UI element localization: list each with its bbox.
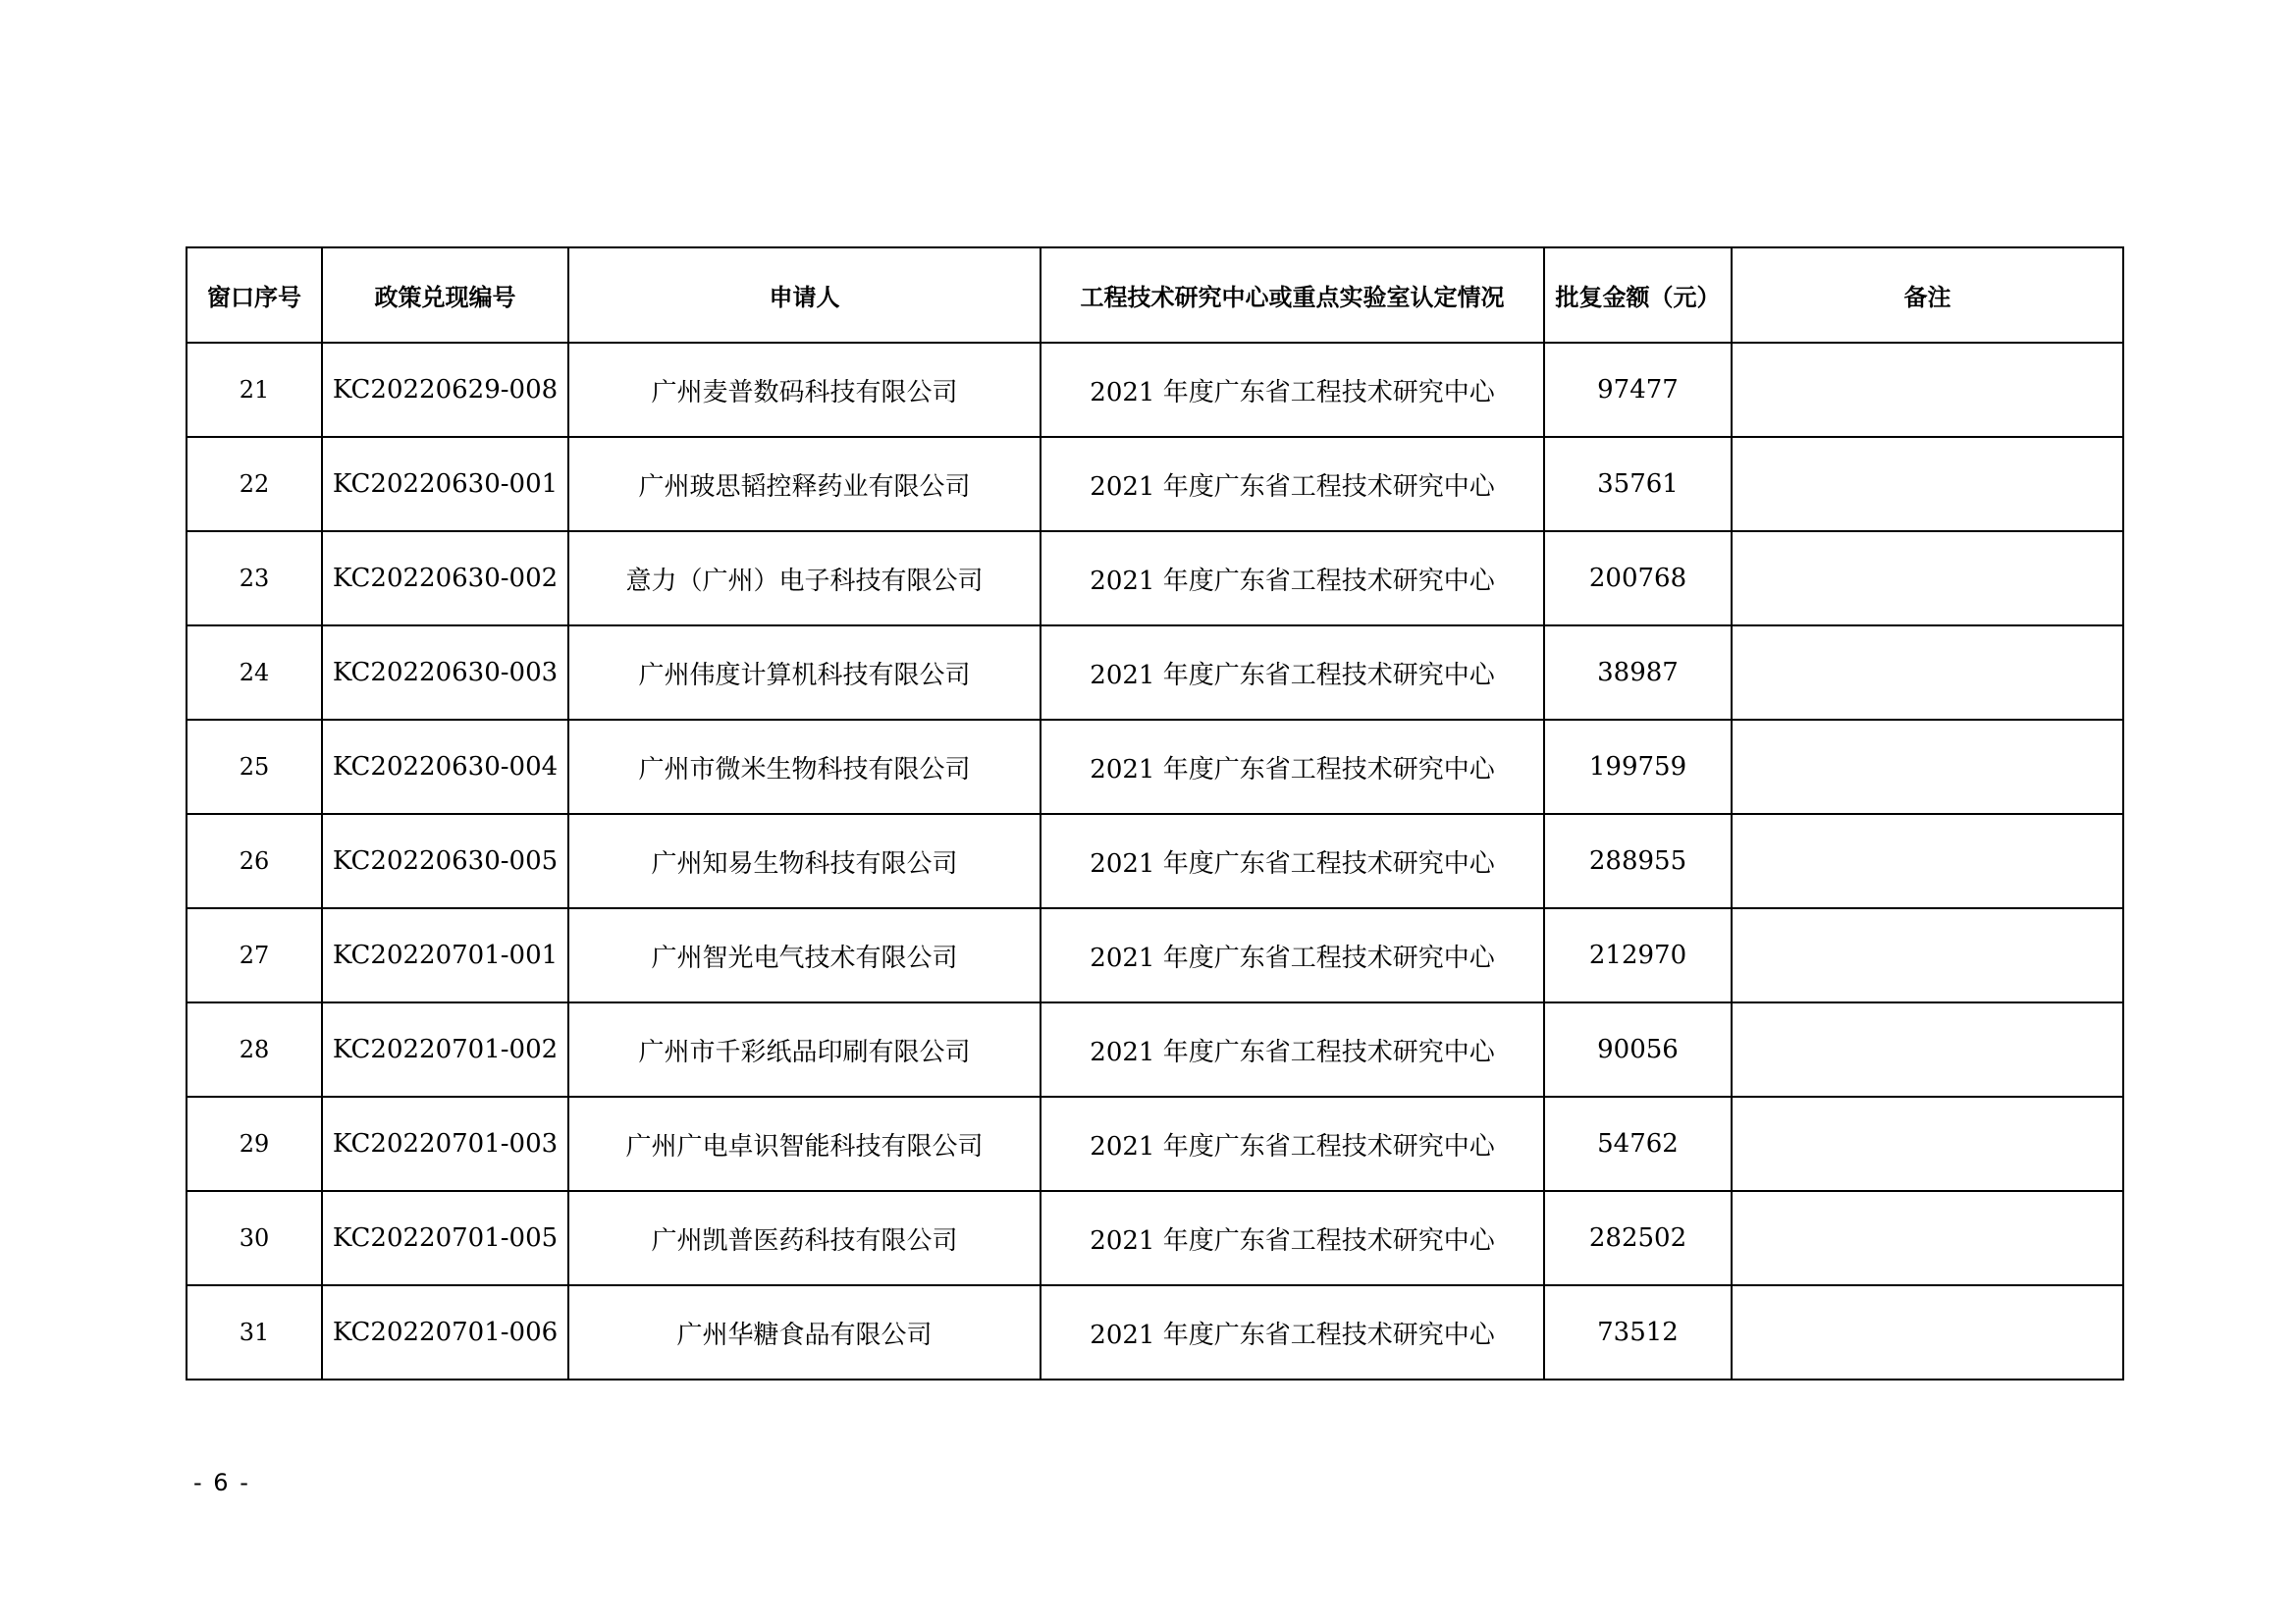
cell-certification-status: 2021 年度广东省工程技术研究中心 bbox=[1041, 625, 1544, 720]
cell-certification-status: 2021 年度广东省工程技术研究中心 bbox=[1041, 343, 1544, 437]
cell-applicant: 广州玻思韬控释药业有限公司 bbox=[568, 437, 1041, 531]
cell-policy-code: KC20220701-002 bbox=[322, 1002, 568, 1097]
cell-certification-status: 2021 年度广东省工程技术研究中心 bbox=[1041, 1191, 1544, 1285]
cell-approved-amount: 90056 bbox=[1544, 1002, 1732, 1097]
table-row bbox=[187, 1002, 2123, 1097]
cell-window-no: 31 bbox=[187, 1285, 322, 1380]
cell-applicant: 广州广电卓识智能科技有限公司 bbox=[568, 1097, 1041, 1191]
cell-window-no: 30 bbox=[187, 1191, 322, 1285]
header-remarks: 备注 bbox=[1732, 247, 2123, 343]
cell-approved-amount: 73512 bbox=[1544, 1285, 1732, 1380]
cell-certification-status: 2021 年度广东省工程技术研究中心 bbox=[1041, 908, 1544, 1002]
cell-policy-code: KC20220701-003 bbox=[322, 1097, 568, 1191]
cell-applicant: 广州伟度计算机科技有限公司 bbox=[568, 625, 1041, 720]
cell-window-no: 28 bbox=[187, 1002, 322, 1097]
header-policy-code: 政策兑现编号 bbox=[322, 247, 568, 343]
cell-applicant: 意力（广州）电子科技有限公司 bbox=[568, 531, 1041, 625]
cell-applicant: 广州市千彩纸品印刷有限公司 bbox=[568, 1002, 1041, 1097]
table-row bbox=[187, 625, 2123, 720]
approval-table bbox=[186, 246, 2124, 1380]
header-window-no: 窗口序号 bbox=[187, 247, 322, 343]
cell-policy-code: KC20220630-004 bbox=[322, 720, 568, 814]
cell-window-no: 21 bbox=[187, 343, 322, 437]
cell-remarks bbox=[1732, 625, 2123, 720]
cell-certification-status: 2021 年度广东省工程技术研究中心 bbox=[1041, 531, 1544, 625]
header-applicant: 申请人 bbox=[568, 247, 1041, 343]
cell-applicant: 广州市微米生物科技有限公司 bbox=[568, 720, 1041, 814]
cell-window-no: 23 bbox=[187, 531, 322, 625]
cell-window-no: 22 bbox=[187, 437, 322, 531]
cell-remarks bbox=[1732, 720, 2123, 814]
cell-remarks bbox=[1732, 343, 2123, 437]
cell-applicant: 广州智光电气技术有限公司 bbox=[568, 908, 1041, 1002]
cell-remarks bbox=[1732, 1097, 2123, 1191]
cell-window-no: 26 bbox=[187, 814, 322, 908]
cell-policy-code: KC20220630-005 bbox=[322, 814, 568, 908]
table-row bbox=[187, 720, 2123, 814]
cell-window-no: 27 bbox=[187, 908, 322, 1002]
header-certification-status: 工程技术研究中心或重点实验室认定情况 bbox=[1041, 247, 1544, 343]
cell-approved-amount: 199759 bbox=[1544, 720, 1732, 814]
cell-certification-status: 2021 年度广东省工程技术研究中心 bbox=[1041, 720, 1544, 814]
cell-remarks bbox=[1732, 908, 2123, 1002]
cell-policy-code: KC20220630-001 bbox=[322, 437, 568, 531]
cell-approved-amount: 200768 bbox=[1544, 531, 1732, 625]
cell-policy-code: KC20220701-001 bbox=[322, 908, 568, 1002]
table-row bbox=[187, 1191, 2123, 1285]
table-row bbox=[187, 814, 2123, 908]
table-row bbox=[187, 531, 2123, 625]
cell-window-no: 25 bbox=[187, 720, 322, 814]
cell-approved-amount: 288955 bbox=[1544, 814, 1732, 908]
table-row bbox=[187, 908, 2123, 1002]
table-header-row bbox=[187, 247, 2123, 343]
cell-remarks bbox=[1732, 437, 2123, 531]
cell-certification-status: 2021 年度广东省工程技术研究中心 bbox=[1041, 437, 1544, 531]
table-row bbox=[187, 437, 2123, 531]
cell-remarks bbox=[1732, 531, 2123, 625]
table-row bbox=[187, 343, 2123, 437]
cell-policy-code: KC20220701-006 bbox=[322, 1285, 568, 1380]
cell-approved-amount: 97477 bbox=[1544, 343, 1732, 437]
cell-certification-status: 2021 年度广东省工程技术研究中心 bbox=[1041, 814, 1544, 908]
cell-remarks bbox=[1732, 1191, 2123, 1285]
cell-approved-amount: 35761 bbox=[1544, 437, 1732, 531]
cell-policy-code: KC20220630-003 bbox=[322, 625, 568, 720]
table-row bbox=[187, 1285, 2123, 1380]
cell-approved-amount: 54762 bbox=[1544, 1097, 1732, 1191]
cell-applicant: 广州华糖食品有限公司 bbox=[568, 1285, 1041, 1380]
cell-approved-amount: 38987 bbox=[1544, 625, 1732, 720]
cell-remarks bbox=[1732, 1002, 2123, 1097]
cell-window-no: 24 bbox=[187, 625, 322, 720]
header-approved-amount: 批复金额（元） bbox=[1544, 247, 1732, 343]
cell-applicant: 广州知易生物科技有限公司 bbox=[568, 814, 1041, 908]
cell-remarks bbox=[1732, 814, 2123, 908]
cell-certification-status: 2021 年度广东省工程技术研究中心 bbox=[1041, 1097, 1544, 1191]
cell-certification-status: 2021 年度广东省工程技术研究中心 bbox=[1041, 1002, 1544, 1097]
cell-window-no: 29 bbox=[187, 1097, 322, 1191]
cell-remarks bbox=[1732, 1285, 2123, 1380]
cell-applicant: 广州凯普医药科技有限公司 bbox=[568, 1191, 1041, 1285]
cell-certification-status: 2021 年度广东省工程技术研究中心 bbox=[1041, 1285, 1544, 1380]
cell-applicant: 广州麦普数码科技有限公司 bbox=[568, 343, 1041, 437]
cell-policy-code: KC20220629-008 bbox=[322, 343, 568, 437]
table-row bbox=[187, 1097, 2123, 1191]
cell-policy-code: KC20220701-005 bbox=[322, 1191, 568, 1285]
cell-policy-code: KC20220630-002 bbox=[322, 531, 568, 625]
cell-approved-amount: 212970 bbox=[1544, 908, 1732, 1002]
page-number: - 6 - bbox=[193, 1469, 250, 1496]
cell-approved-amount: 282502 bbox=[1544, 1191, 1732, 1285]
